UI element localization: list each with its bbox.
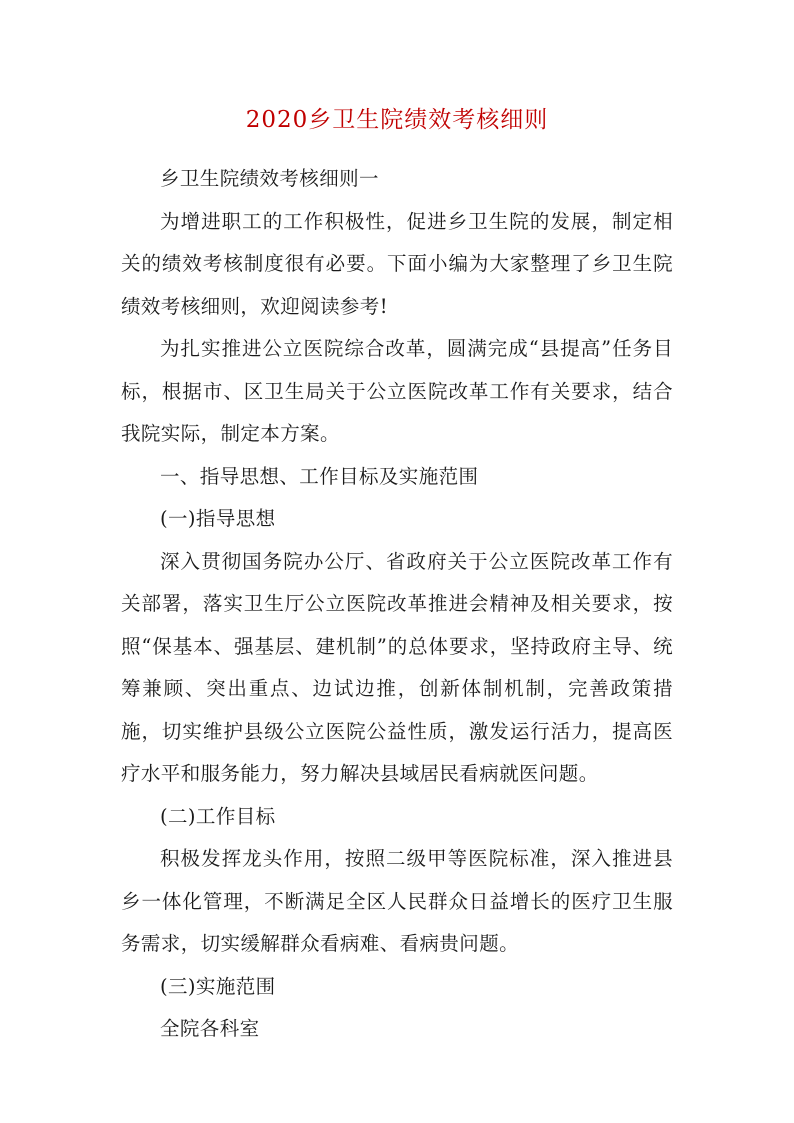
subheading-work-goals: (二)工作目标 [160, 804, 276, 828]
purpose-paragraph: 为扎实推进公立医院综合改革，圆满完成“县提高”任务目标，根据市、区卫生局关于公立医院改革工作有关要求，结合我院实际，制定本方案。 [121, 337, 673, 445]
subheading-guiding-ideology: (一)指导思想 [160, 507, 276, 530]
scope-paragraph: 全院各科室 [160, 1017, 260, 1040]
section-subtitle: 乡卫生院绩效考核细则一 [160, 167, 379, 190]
document-body [121, 158, 673, 1051]
subheading-scope: (三)实施范围 [160, 974, 276, 998]
work-goals-paragraph: 积极发挥龙头作用，按照二级甲等医院标准，深入推进县乡一体化管理，不断满足全区人民群众日益增长的医疗卫生服务需求，切实缓解群众看病难、看病贵问题。 [121, 847, 673, 955]
guiding-ideology-paragraph: 深入贯彻国务院办公厅、省政府关于公立医院改革工作有关部署，落实卫生厅公立医院改革推进会精神及相关要求，按照“保基本、强基层、建机制”的总体要求，坚持政府主导、统筹兼顾、突出重点、边试边推，创新体制机制，完善政策措施，切实维护县级公立医院公益性质，激发运行活力，提高医疗水平和服务能力，努力解决县域居民看病就医问题。 [121, 549, 673, 785]
document-title: 2020乡卫生院绩效考核细则 [245, 107, 549, 133]
section-heading-1: 一、指导思想、工作目标及实施范围 [160, 464, 479, 488]
intro-paragraph: 为增进职工的工作积极性，促进乡卫生院的发展，制定相关的绩效考核制度很有必要。下面小编为大家整理了乡卫生院绩效考核细则，欢迎阅读参考! [121, 209, 673, 318]
